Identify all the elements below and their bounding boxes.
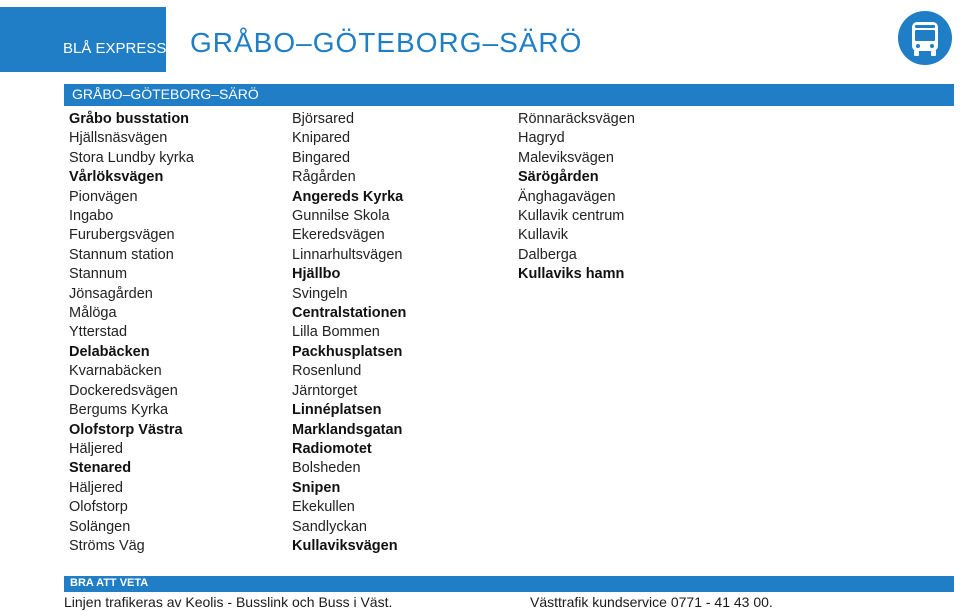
stop-name: Stenared <box>69 460 132 477</box>
stop-name: Ekekullen <box>292 499 355 516</box>
stop-name: Kullaviks hamn <box>518 266 625 283</box>
stop-name: Dalberga <box>518 246 577 263</box>
stop-name: Lilla Bommen <box>292 324 380 341</box>
stop-column-1 <box>69 110 194 556</box>
stop-name: Ströms Väg <box>69 537 145 554</box>
stop-name: Rönnaräcksvägen <box>518 111 635 127</box>
bus-icon <box>898 11 952 65</box>
stop-name: Häljered <box>69 479 123 496</box>
stop-name: Björsared <box>292 111 355 127</box>
stop-name: Stannum station <box>69 246 174 263</box>
stop-name: Vårlöksvägen <box>69 169 164 186</box>
stop-name: Bergums Kyrka <box>69 402 169 419</box>
stop-name: Bolsheden <box>292 460 361 477</box>
page-title: GRÅBO–GÖTEBORG–SÄRÖ <box>190 27 583 58</box>
stop-name: Angereds Kyrka <box>292 188 404 205</box>
stop-name: Stannum <box>69 266 128 283</box>
stop-name: Hjällbo <box>292 266 341 283</box>
stop-name: Furubergsvägen <box>69 227 175 244</box>
operator-info: Linjen trafikeras av Keolis - Busslink och Buss i Väst. <box>64 594 393 610</box>
stop-column-2 <box>292 110 406 556</box>
stop-column-3 <box>518 110 635 285</box>
stop-name: Linnarhultsvägen <box>292 246 403 263</box>
stop-name: Stora Lundby kyrka <box>69 149 194 166</box>
stop-name: Pionvägen <box>69 188 138 205</box>
customer-service-info: Västtrafik kundservice 0771 - 41 43 00. <box>530 594 773 610</box>
stop-name: Jönsagården <box>69 285 153 302</box>
stop-name: Kvarnabäcken <box>69 363 162 380</box>
stop-name: Rågården <box>292 169 356 186</box>
stop-name: Centralstationen <box>292 305 407 322</box>
stop-name: Sandlyckan <box>292 518 367 535</box>
stop-name: Bingared <box>292 149 351 166</box>
line-badge: BLÅ EXPRESS <box>0 7 166 72</box>
stop-name: Marklandsgatan <box>292 421 403 438</box>
stop-name: Målöga <box>69 305 117 322</box>
notice-header: BRA ATT VETA <box>64 576 954 592</box>
stop-name: Ingabo <box>69 208 114 225</box>
stop-name: Snipen <box>292 479 341 496</box>
stop-name: Solängen <box>69 518 131 535</box>
route-header: GRÅBO–GÖTEBORG–SÄRÖ <box>64 84 954 106</box>
stop-name: Änghagavägen <box>518 188 616 205</box>
stop-name: Gråbo busstation <box>69 111 190 127</box>
stop-name: Olofstorp Västra <box>69 421 183 438</box>
stop-name: Hagryd <box>518 130 565 147</box>
stop-name: Järntorget <box>292 382 358 399</box>
stop-name: Gunnilse Skola <box>292 208 390 225</box>
stop-name: Kullavik centrum <box>518 208 625 225</box>
stop-name: Olofstorp <box>69 499 128 516</box>
stop-name: Ytterstad <box>69 324 128 341</box>
stop-name: Radiomotet <box>292 440 372 457</box>
stop-name: Kullaviksvägen <box>292 537 398 554</box>
stop-name: Särögården <box>518 169 599 186</box>
stop-name: Ekeredsvägen <box>292 227 385 244</box>
stop-name: Delabäcken <box>69 343 150 360</box>
stop-name: Svingeln <box>292 285 348 302</box>
stop-name: Dockeredsvägen <box>69 382 178 399</box>
stop-name: Linnéplatsen <box>292 402 382 419</box>
stop-name: Hjällsnäsvägen <box>69 130 168 147</box>
stop-name: Knipared <box>292 130 351 147</box>
stop-name: Kullavik <box>518 227 568 244</box>
stop-name: Häljered <box>69 440 123 457</box>
stop-name: Rosenlund <box>292 363 362 380</box>
stop-name: Packhusplatsen <box>292 343 403 360</box>
stop-name: Maleviksvägen <box>518 149 614 166</box>
